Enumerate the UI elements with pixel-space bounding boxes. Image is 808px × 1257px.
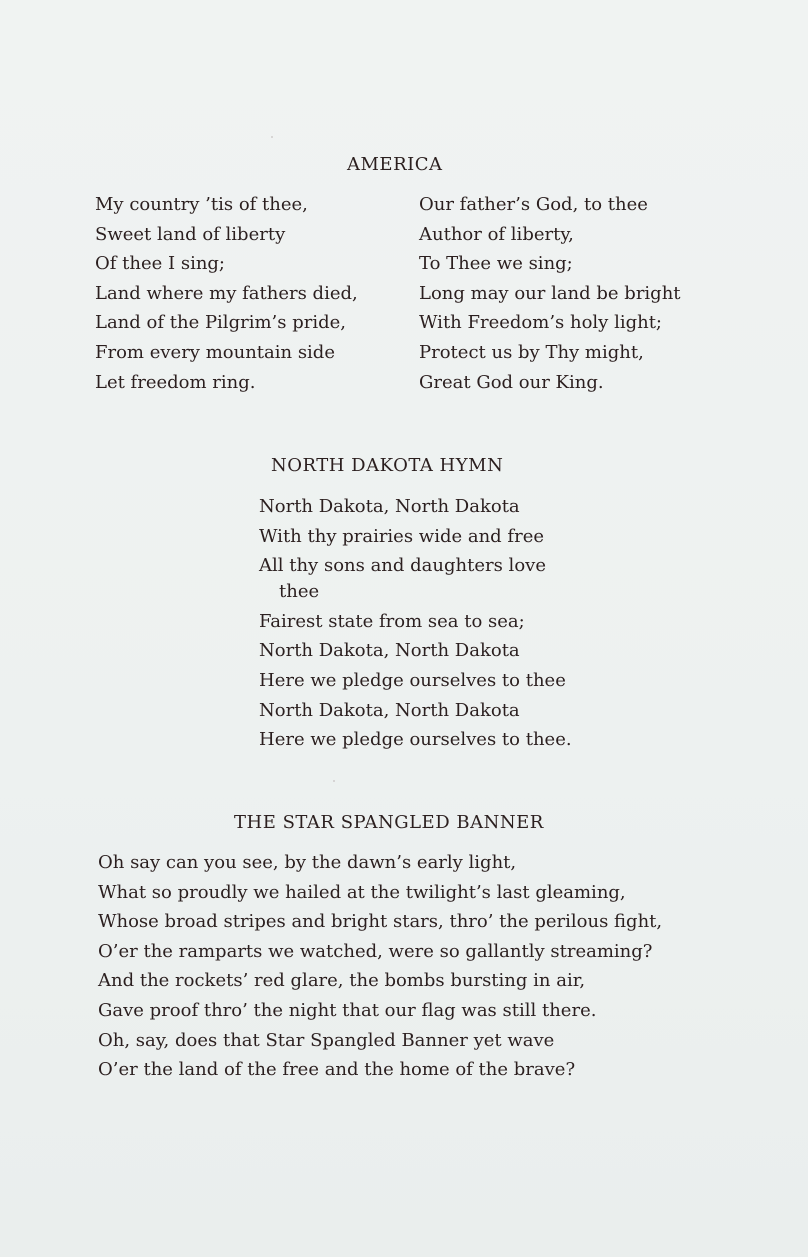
paper-speck [271,136,273,138]
verse-line: To Thee we sing; [419,253,573,275]
verse-line: Land of the Pilgrim’s pride, [95,312,346,334]
verse-line: Whose broad stripes and bright stars, thro’ the perilous fight, [98,911,663,933]
north-dakota-hymn-title: NORTH DAKOTA HYMN [271,455,504,476]
verse-line: Let freedom ring. [95,371,256,393]
verse-line: Great God our King. [419,371,604,393]
verse-line: Oh say can you see, by the dawn’s early light, [98,852,517,873]
verse-line: North Dakota, North Dakota [259,640,520,662]
star-spangled-banner-verse [98,848,662,1085]
verse-line: North Dakota, North Dakota [259,699,520,721]
verse-line: My country ’tis of thee, [95,194,308,215]
verse-line: O’er the land of the free and the home of the brave? [98,1059,576,1081]
verse-line: Land where my fathers died, [95,282,358,304]
verse-line: Here we pledge ourselves to thee. [259,729,572,751]
verse-line: Fairest state from sea to sea; [259,610,525,632]
verse-line: With Freedom’s holy light; [419,312,662,334]
verse-line: Protect us by Thy might, [419,341,644,363]
verse-line: Oh, say, does that Star Spangled Banner yet wave [98,1029,555,1051]
verse-line: From every mountain side [95,341,335,363]
north-dakota-hymn-verse [259,492,572,755]
verse-line: Sweet land of liberty [95,223,286,245]
verse-line: And the rockets’ red glare, the bombs bursting in air, [98,970,586,992]
verse-line: With thy prairies wide and free [259,525,544,547]
verse-line-continuation [259,581,572,607]
paper-speck [333,780,335,782]
verse-line: Gave proof thro’ the night that our flag was still there. [98,999,597,1021]
verse-line: Here we pledge ourselves to thee [259,669,566,691]
verse-line-continuation-text: thee [279,580,320,602]
america-verse-2 [419,190,681,397]
verse-line: Our father’s God, to thee [419,194,648,215]
america-title: AMERICA [347,154,443,175]
verse-line: North Dakota, North Dakota [259,496,520,517]
verse-line: Of thee I sing; [95,253,225,275]
star-spangled-banner-title: THE STAR SPANGLED BANNER [234,812,544,833]
verse-line: Author of liberty, [419,223,574,245]
america-verse-1 [95,190,358,397]
verse-line: All thy sons and daughters love [259,555,546,577]
verse-line: What so proudly we hailed at the twilight’s last gleaming, [98,881,626,903]
verse-line: O’er the ramparts we watched, were so gallantly streaming? [98,940,653,962]
verse-line: Long may our land be bright [419,282,681,304]
